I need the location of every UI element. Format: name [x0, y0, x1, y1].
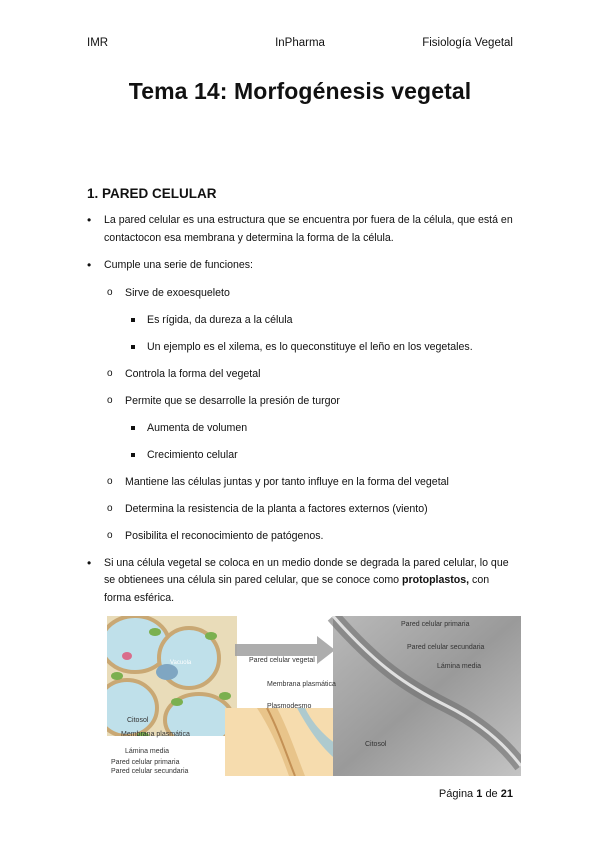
header-center: InPharma: [275, 37, 325, 49]
sub-bullet-item: o Sirve de exoesqueleto: [87, 285, 517, 303]
label-pared-secundaria-left: Pared celular secundaria: [111, 768, 189, 775]
sub-sub-bullet-item: Crecimiento celular: [87, 447, 517, 465]
cell-wall-illustration: [107, 616, 521, 776]
document-title: Tema 14: Morfogénesis vegetal: [128, 78, 472, 104]
sub-bullet-item: o Determina la resistencia de la planta a factores externos (viento): [87, 501, 517, 519]
sub-sub-bullet-item: Aumenta de volumen: [87, 420, 517, 438]
sub-sub-bullet-item: Es rígida, da dureza a la célula: [87, 312, 517, 330]
footer-prefix: Página: [438, 788, 474, 800]
bullet-text: con forma esférica.: [104, 574, 490, 604]
sub-bullet-item: o Mantiene las células juntas y por tanto influye en la forma del vegetal: [87, 474, 517, 492]
content-body: [87, 212, 517, 617]
bullet-item: [87, 555, 517, 608]
footer-current-page: 1: [476, 788, 483, 800]
label-plasmodesmo: Plasmodesmo: [267, 703, 312, 710]
label-pared-primaria-left: Pared celular primaria: [111, 759, 180, 766]
label-pared-secundaria-right: Pared celular secundaria: [407, 644, 485, 651]
sub-bullet-item: o Permite que se desarrolle la presión de turgor: [87, 393, 517, 411]
label-lamina-media-left: Lámina media: [125, 748, 169, 755]
cell-wall-figure: [107, 616, 521, 776]
sub-bullet-item: o Posibilita el reconocimiento de patógenos.: [87, 528, 517, 546]
section-heading: [87, 186, 217, 201]
bullet-item: • La pared celular es una estructura que se encuentra por fuera de la célula, que está en contactocon esa membrana y determina la forma de la célula.: [87, 212, 517, 247]
header-left: IMR: [87, 37, 109, 49]
label-vacuola: Vacuola: [170, 660, 192, 666]
label-pared-primaria-right: Pared celular primaria: [401, 621, 470, 628]
label-lamina-media-right: Lámina media: [437, 663, 481, 670]
label-citosol-right: Citosol: [365, 741, 387, 748]
header-right: Fisiología Vegetal: [422, 37, 513, 49]
section-number: 1.: [87, 186, 99, 201]
section-title: PARED CELULAR: [102, 186, 217, 201]
page-footer: [439, 788, 513, 800]
footer-total-pages: 21: [500, 788, 513, 800]
label-pared-celular-vegetal: Pared celular vegetal: [249, 657, 315, 664]
footer-separator: de: [485, 788, 498, 800]
label-membrana-left: Membrana plasmática: [121, 731, 190, 738]
label-membrana-right: Membrana plasmática: [267, 681, 336, 688]
sub-bullet-item: o Controla la forma del vegetal: [87, 366, 517, 384]
sub-sub-bullet-item: Un ejemplo es el xilema, es lo queconstituye el leño en los vegetales.: [87, 339, 517, 357]
bullet-item: • Cumple una serie de funciones:: [87, 257, 517, 275]
bullet-bold-term: protoplastos,: [402, 574, 470, 586]
label-citosol-left: Citosol: [127, 717, 149, 724]
bullet-text: Si una célula vegetal se coloca en un medio donde se degrada la pared celular, lo que se obtienees una célula sin pared celular, que se conoce como: [104, 556, 509, 586]
page-header: [87, 37, 513, 53]
